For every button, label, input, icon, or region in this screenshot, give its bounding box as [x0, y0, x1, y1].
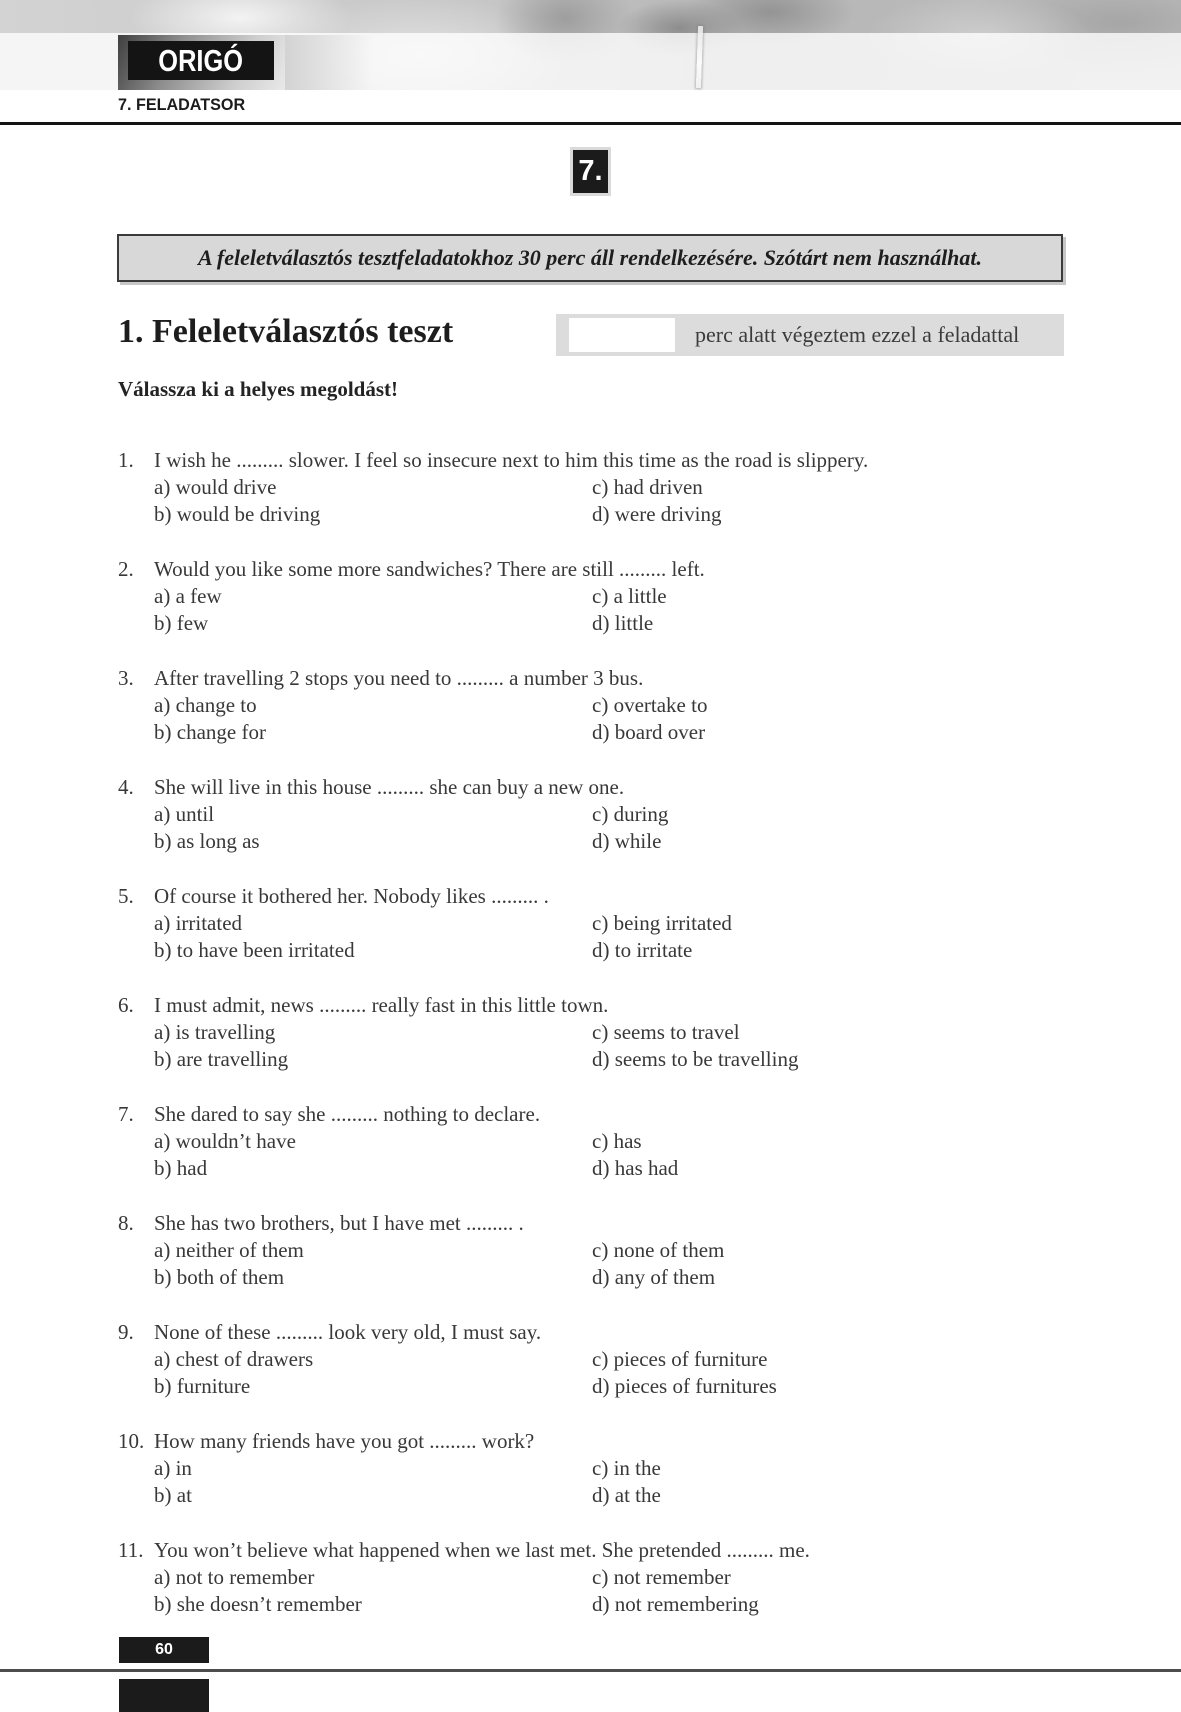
question-number: 7.: [118, 1102, 134, 1126]
option-d: d) not remembering: [592, 1592, 759, 1616]
option-b: b) as long as: [154, 829, 260, 853]
option-d: d) any of them: [592, 1265, 716, 1289]
chapter-number-badge: 7.: [573, 150, 608, 193]
option-c: c) none of them: [592, 1238, 725, 1262]
option-c: c) had driven: [592, 475, 703, 499]
question-options: [154, 1019, 1181, 1073]
origo-logo-box: [128, 41, 274, 80]
questions-list: [118, 447, 1181, 1618]
question-stem: I wish he ......... slower. I feel so insecure next to him this time as the road is slippery.: [154, 448, 869, 472]
question-number: 8.: [118, 1211, 134, 1235]
option-a: a) would drive: [154, 475, 277, 499]
option-c: c) in the: [592, 1456, 661, 1480]
option-c: c) pieces of furniture: [592, 1347, 768, 1371]
question-stem-line: [118, 774, 1181, 801]
option-d: d) to irritate: [592, 938, 693, 962]
question-options: [154, 1346, 1181, 1400]
option-a: a) not to remember: [154, 1565, 315, 1589]
option-b: b) furniture: [154, 1374, 251, 1398]
question-stem-line: [118, 883, 1181, 910]
option-b: b) would be driving: [154, 502, 321, 526]
page-number: 60: [155, 1641, 173, 1658]
question-number: 3.: [118, 666, 134, 690]
question-options: [154, 1455, 1181, 1509]
question-options: [154, 1128, 1181, 1182]
origo-logo-text: ORIGÓ: [158, 42, 244, 78]
question-item: [118, 1537, 1181, 1618]
question-stem: You won’t believe what happened when we last met. She pretended ......... me.: [154, 1538, 810, 1562]
page-number-badge: [119, 1637, 209, 1663]
option-c: c) overtake to: [592, 693, 708, 717]
option-d: d) seems to be travelling: [592, 1047, 799, 1071]
option-d: d) at the: [592, 1483, 661, 1507]
question-stem: She has two brothers, but I have met ......... .: [154, 1211, 524, 1235]
question-stem: She dared to say she ......... nothing to declare.: [154, 1102, 541, 1126]
option-b: b) at: [154, 1483, 192, 1507]
question-stem-line: [118, 447, 1181, 474]
question-options: [154, 692, 1181, 746]
option-b: b) are travelling: [154, 1047, 289, 1071]
timer-box: [556, 314, 1064, 356]
option-c: c) during: [592, 802, 669, 826]
question-number: 2.: [118, 557, 134, 581]
option-d: d) has had: [592, 1156, 679, 1180]
task-title: 1. Feleletválasztós teszt: [118, 313, 454, 350]
option-b: b) change for: [154, 720, 266, 744]
question-item: [118, 447, 1181, 528]
question-item: [118, 1101, 1181, 1182]
question-options: [154, 910, 1181, 964]
question-item: [118, 1319, 1181, 1400]
option-b: b) few: [154, 611, 209, 635]
timer-label: perc alatt végeztem ezzel a feladattal: [695, 322, 1020, 347]
question-stem: I must admit, news ......... really fast in this little town.: [154, 993, 609, 1017]
section-label: 7. FELADATSOR: [118, 95, 246, 114]
option-c: c) a little: [592, 584, 667, 608]
option-b: b) had: [154, 1156, 208, 1180]
option-a: a) neither of them: [154, 1238, 304, 1262]
bottom-edge-badge: [119, 1679, 209, 1712]
option-d: d) board over: [592, 720, 706, 744]
question-number: 6.: [118, 993, 134, 1017]
option-a: a) until: [154, 802, 215, 826]
question-item: [118, 556, 1181, 637]
option-a: a) a few: [154, 584, 222, 608]
question-item: [118, 992, 1181, 1073]
option-a: a) irritated: [154, 911, 243, 935]
question-stem-line: [118, 1319, 1181, 1346]
header-rule: [0, 122, 1181, 125]
option-a: a) is travelling: [154, 1020, 276, 1044]
option-a: a) wouldn’t have: [154, 1129, 296, 1153]
question-item: [118, 1210, 1181, 1291]
question-stem-line: [118, 992, 1181, 1019]
question-number: 9.: [118, 1320, 134, 1344]
question-number: 5.: [118, 884, 134, 908]
question-stem-line: [118, 1101, 1181, 1128]
question-stem-line: [118, 1428, 1181, 1455]
option-d: d) pieces of furnitures: [592, 1374, 777, 1398]
question-number: 11.: [118, 1538, 144, 1562]
question-stem-line: [118, 1537, 1181, 1564]
task-subtitle: Válassza ki a helyes megoldást!: [118, 377, 398, 401]
timer-input[interactable]: [569, 318, 675, 352]
question-options: [154, 801, 1181, 855]
question-stem: Would you like some more sandwiches? There are still ......... left.: [154, 557, 705, 581]
question-options: [154, 474, 1181, 528]
question-options: [154, 583, 1181, 637]
question-item: [118, 1428, 1181, 1509]
option-b: b) to have been irritated: [154, 938, 355, 962]
title-row: [118, 312, 1064, 356]
question-stem: After travelling 2 stops you need to ......... a number 3 bus.: [154, 666, 644, 690]
header-photo-banner: [0, 0, 1181, 90]
option-a: a) in: [154, 1456, 192, 1480]
instruction-text: A feleletválasztós tesztfeladatokhoz 30 perc áll rendelkezésére. Szótárt nem használhat.: [197, 245, 983, 270]
option-d: d) little: [592, 611, 654, 635]
question-stem: She will live in this house ......... she can buy a new one.: [154, 775, 625, 799]
option-a: a) chest of drawers: [154, 1347, 314, 1371]
question-number: 1.: [118, 448, 134, 472]
question-number: 4.: [118, 775, 134, 799]
question-item: [118, 774, 1181, 855]
question-item: [118, 883, 1181, 964]
option-c: c) not remember: [592, 1565, 731, 1589]
question-item: [118, 665, 1181, 746]
question-stem: How many friends have you got ......... work?: [154, 1429, 535, 1453]
option-c: c) has: [592, 1129, 642, 1153]
question-stem: Of course it bothered her. Nobody likes ......... .: [154, 884, 549, 908]
question-stem-line: [118, 665, 1181, 692]
question-number: 10.: [118, 1429, 145, 1453]
question-stem-line: [118, 556, 1181, 583]
question-stem-line: [118, 1210, 1181, 1237]
question-stem: None of these ......... look very old, I must say.: [154, 1320, 542, 1344]
question-options: [154, 1237, 1181, 1291]
option-c: c) being irritated: [592, 911, 732, 935]
question-options: [154, 1564, 1181, 1618]
footer-rule: [0, 1669, 1181, 1672]
option-d: d) while: [592, 829, 662, 853]
origo-logo: [118, 35, 285, 90]
option-d: d) were driving: [592, 502, 722, 526]
option-b: b) both of them: [154, 1265, 285, 1289]
option-c: c) seems to travel: [592, 1020, 740, 1044]
option-b: b) she doesn’t remember: [154, 1592, 362, 1616]
option-a: a) change to: [154, 693, 257, 717]
instruction-box: [117, 234, 1063, 282]
